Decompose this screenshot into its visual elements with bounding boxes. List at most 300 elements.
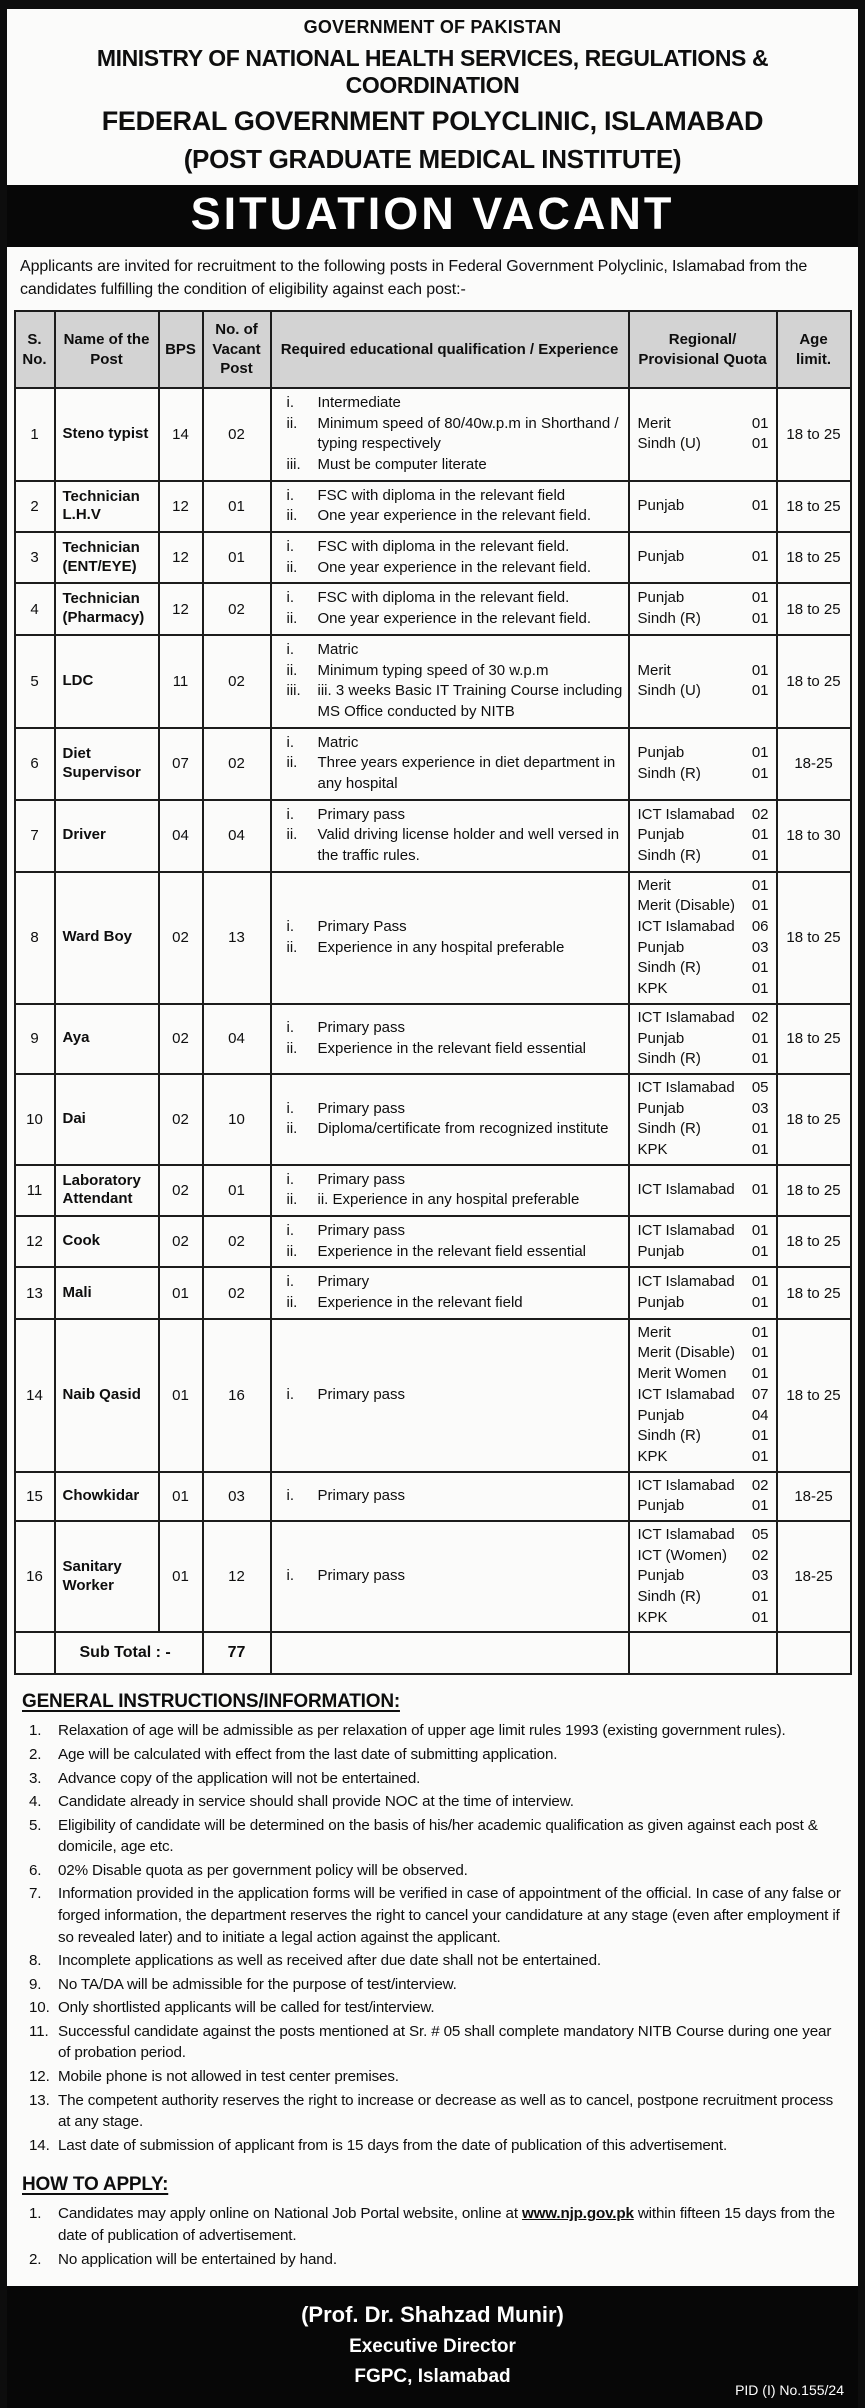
quota-count: 05 xyxy=(751,1078,769,1096)
post-bps: 04 xyxy=(159,800,203,872)
instruction-item xyxy=(22,1744,843,1766)
quota-line xyxy=(638,1364,769,1385)
post-sno: 14 xyxy=(15,1319,55,1472)
instruction-item xyxy=(22,1768,843,1790)
qualification-numeral: ii. xyxy=(286,1294,298,1312)
apply-text: Candidates may apply online on National Job Portal website, online at www.njp.gov.pk within fifteen 15 days from the date of publication of advertisement. xyxy=(58,2205,835,2244)
subtotal-empty-age xyxy=(777,1632,851,1674)
apply-number: 1. xyxy=(29,2205,42,2223)
quota-count: 01 xyxy=(751,548,769,566)
post-sno: 16 xyxy=(15,1521,55,1632)
njp-portal-link[interactable]: www.njp.gov.pk xyxy=(521,2205,634,2223)
qualification-numeral: i. xyxy=(286,393,294,411)
quota-region: KPK xyxy=(637,1447,668,1465)
col-header-name: Name of the Post xyxy=(55,311,159,388)
quota-line xyxy=(638,979,769,1000)
quota-count: 01 xyxy=(751,1365,769,1383)
qualification-item xyxy=(287,1293,624,1314)
post-qualifications xyxy=(271,872,629,1004)
qualification-text: FSC with diploma in the relevant field xyxy=(317,486,566,504)
quota-line xyxy=(638,846,769,867)
quota-count: 01 xyxy=(751,1497,769,1515)
quota-line xyxy=(638,414,769,435)
quota-count: 01 xyxy=(751,589,769,607)
organization-line: FEDERAL GOVERNMENT POLYCLINIC, ISLAMABAD xyxy=(101,106,764,136)
quota-count: 01 xyxy=(751,1588,769,1605)
institute-line: (POST GRADUATE MEDICAL INSTITUTE) xyxy=(183,144,682,174)
qualification-item xyxy=(287,733,624,754)
instruction-text: The competent authority reserves the right to increase or decrease as well as to cancel, postpone recruitment process at any stage. xyxy=(58,2091,834,2131)
instruction-number: 11. xyxy=(29,2022,49,2040)
qualification-numeral: ii. xyxy=(286,661,298,679)
instruction-text: Age will be calculated with effect from the last date of submitting application. xyxy=(58,1745,558,1763)
qualification-numeral: i. xyxy=(286,1099,294,1117)
post-vacancies: 16 xyxy=(203,1319,271,1472)
qualification-text: Primary Pass xyxy=(317,918,407,936)
qualification-item xyxy=(287,681,624,722)
quota-line xyxy=(638,1343,769,1364)
general-instructions-section xyxy=(22,1685,843,2158)
quota-region: Sindh (U) xyxy=(637,682,701,700)
quota-region: Punjab xyxy=(637,497,685,515)
post-quota xyxy=(629,583,777,634)
post-bps: 12 xyxy=(159,583,203,634)
quota-region: Punjab xyxy=(637,589,685,607)
qualification-numeral: ii. xyxy=(286,1242,298,1260)
quota-region: ICT Islamabad xyxy=(637,918,735,936)
instruction-text: Mobile phone is not allowed in test center premises. xyxy=(58,2068,399,2086)
qualification-numeral: ii. xyxy=(286,414,298,432)
instruction-number: 6. xyxy=(29,1861,42,1879)
post-row xyxy=(15,1165,851,1216)
instruction-item xyxy=(22,2021,843,2064)
post-sno: 12 xyxy=(15,1216,55,1267)
qualification-item xyxy=(287,1385,624,1406)
intro-paragraph: Applicants are invited for recruitment to the following posts in Federal Government Polyclinic, Islamabad from the candidates fulfilling the condition of eligibility against each post:- xyxy=(20,258,808,298)
qualification-text: Valid driving license holder and well versed in the traffic rules. xyxy=(317,826,620,864)
post-name: Naib Qasid xyxy=(55,1319,159,1472)
quota-region: Merit (Disable) xyxy=(637,1344,736,1362)
post-row xyxy=(15,1216,851,1267)
post-row xyxy=(15,872,851,1004)
qualification-text: FSC with diploma in the relevant field. xyxy=(317,589,570,607)
instruction-text: Last date of submission of applicant from is 15 days from the date of publication of this advertisement. xyxy=(58,2136,728,2154)
post-name: Technician (Pharmacy) xyxy=(55,583,159,634)
post-qualifications xyxy=(271,1319,629,1472)
quota-region: Punjab xyxy=(637,938,685,956)
quota-region: Punjab xyxy=(637,1099,685,1117)
quota-line xyxy=(638,1385,769,1406)
post-qualifications xyxy=(271,1216,629,1267)
instruction-text: Candidate already in service should shall provide NOC at the time of interview. xyxy=(58,1793,574,1811)
qualification-item xyxy=(287,640,624,661)
quota-region: Punjab xyxy=(637,826,685,844)
quota-region: ICT (Women) xyxy=(637,1546,727,1564)
quota-count: 01 xyxy=(751,1294,769,1312)
qualification-numeral: ii. xyxy=(286,1191,298,1209)
qualification-item xyxy=(287,1170,624,1191)
post-sno: 5 xyxy=(15,635,55,728)
instruction-item xyxy=(22,1720,843,1742)
qualification-item xyxy=(287,414,624,455)
qualification-item xyxy=(287,455,624,476)
post-vacancies: 02 xyxy=(203,635,271,728)
instruction-text: Information provided in the application forms will be verified in case of appointment of the official. In case of any false or forged information, the department reserves the right to cancel your candidature at any stage (even after employment if so revealed later) and to initiate a legal action against the applicant. xyxy=(58,1885,841,1946)
qualification-numeral: i. xyxy=(286,538,294,556)
subtotal-empty-quota xyxy=(629,1632,777,1674)
quota-line xyxy=(638,1008,769,1029)
qualification-numeral: i. xyxy=(286,1170,294,1188)
quota-count: 01 xyxy=(751,1120,769,1138)
qualification-item xyxy=(287,1119,624,1140)
post-row xyxy=(15,635,851,728)
post-bps: 11 xyxy=(159,635,203,728)
quota-count: 01 xyxy=(751,1273,769,1291)
qualification-numeral: i. xyxy=(286,805,294,823)
quota-line xyxy=(638,1525,769,1546)
post-sno: 11 xyxy=(15,1165,55,1216)
quota-line xyxy=(638,1447,769,1468)
apply-item xyxy=(22,2249,843,2271)
ministry-line: MINISTRY OF NATIONAL HEALTH SERVICES, REGULATIONS & COORDINATION xyxy=(96,45,769,98)
instruction-item xyxy=(22,1815,843,1858)
post-qualifications xyxy=(271,583,629,634)
post-bps: 02 xyxy=(159,1004,203,1074)
post-age-limit: 18 to 25 xyxy=(777,635,851,728)
post-vacancies: 02 xyxy=(203,1216,271,1267)
quota-count: 01 xyxy=(751,1222,769,1239)
qualification-item xyxy=(287,609,624,630)
qualification-text: Primary xyxy=(317,1273,370,1291)
quota-region: ICT Islamabad xyxy=(637,1273,735,1291)
quota-count: 01 xyxy=(751,661,769,679)
quota-count: 01 xyxy=(751,1050,769,1068)
general-instructions-list xyxy=(22,1720,843,2156)
qualification-text: ii. Experience in any hospital preferable xyxy=(317,1191,580,1209)
post-vacancies: 02 xyxy=(203,728,271,800)
col-header-bps: BPS xyxy=(159,311,203,388)
qualification-text: Matric xyxy=(317,733,359,751)
quota-line xyxy=(638,434,769,455)
qualification-numeral: ii. xyxy=(286,610,298,628)
instruction-text: Only shortlisted applicants will be called for test/interview. xyxy=(58,1999,435,2017)
post-sno: 10 xyxy=(15,1074,55,1165)
pid-number: PID (I) No.155/24 xyxy=(735,2382,844,2399)
quota-region: ICT Islamabad xyxy=(637,1525,735,1543)
quota-region: ICT Islamabad xyxy=(637,1222,735,1239)
qualification-numeral: i. xyxy=(286,1222,294,1239)
qualification-numeral: iii. xyxy=(286,682,301,700)
qualification-text: Primary pass xyxy=(317,805,406,823)
post-bps: 02 xyxy=(159,1165,203,1216)
post-row xyxy=(15,800,851,872)
quota-line xyxy=(638,805,769,826)
instruction-number: 7. xyxy=(29,1885,42,1903)
post-row xyxy=(15,728,851,800)
post-quota xyxy=(629,481,777,532)
post-age-limit: 18 to 25 xyxy=(777,481,851,532)
post-quota xyxy=(629,1216,777,1267)
instruction-number: 1. xyxy=(29,1722,42,1740)
qualification-text: Minimum speed of 80/40w.p.m in Shorthand / typing respectively xyxy=(317,414,619,453)
quota-count: 01 xyxy=(751,764,769,782)
post-vacancies: 10 xyxy=(203,1074,271,1165)
qualification-item xyxy=(287,1221,624,1242)
quota-count: 04 xyxy=(751,1406,769,1424)
qualification-numeral: ii. xyxy=(286,754,298,772)
post-qualifications xyxy=(271,388,629,481)
quota-region: Sindh (R) xyxy=(637,610,701,628)
instruction-item xyxy=(22,2135,843,2157)
post-bps: 01 xyxy=(159,1319,203,1472)
quota-line xyxy=(638,825,769,846)
quota-count: 01 xyxy=(751,743,769,761)
qualification-item xyxy=(287,1039,624,1060)
qualification-numeral: ii. xyxy=(286,507,298,525)
quota-count: 01 xyxy=(751,826,769,844)
quota-line xyxy=(638,1426,769,1447)
instruction-item xyxy=(22,2090,843,2133)
quota-region: Sindh (R) xyxy=(637,1427,701,1445)
post-quota xyxy=(629,388,777,481)
quota-line xyxy=(638,958,769,979)
quota-region: Sindh (R) xyxy=(637,1050,701,1068)
post-sno: 6 xyxy=(15,728,55,800)
quota-line xyxy=(638,917,769,938)
quota-count: 02 xyxy=(751,1008,769,1026)
quota-region: Merit xyxy=(637,1323,671,1341)
quota-count: 01 xyxy=(751,435,769,453)
post-row xyxy=(15,1521,851,1632)
post-sno: 8 xyxy=(15,872,55,1004)
post-vacancies: 01 xyxy=(203,1165,271,1216)
post-quota xyxy=(629,872,777,1004)
quota-region: Merit xyxy=(637,876,671,894)
posts-table-body xyxy=(15,388,851,1632)
post-bps: 01 xyxy=(159,1472,203,1521)
post-name: Technician (ENT/EYE) xyxy=(55,532,159,583)
qualification-text: Primary pass xyxy=(317,1385,406,1403)
qualification-text: Primary pass xyxy=(317,1170,406,1188)
quota-count: 01 xyxy=(751,1242,769,1260)
post-bps: 14 xyxy=(159,388,203,481)
instruction-number: 5. xyxy=(29,1816,42,1834)
signatory-name: (Prof. Dr. Shahzad Munir) xyxy=(301,2302,564,2328)
qualification-numeral: i. xyxy=(286,486,294,504)
quota-region: Punjab xyxy=(637,1294,685,1312)
post-qualifications xyxy=(271,1521,629,1632)
quota-line xyxy=(638,1546,769,1567)
quota-region: Merit (Disable) xyxy=(637,897,736,915)
post-name: Mali xyxy=(55,1267,159,1318)
quota-line xyxy=(638,1242,769,1263)
quota-count: 01 xyxy=(751,1447,769,1465)
post-quota xyxy=(629,1472,777,1521)
instruction-item xyxy=(22,1950,843,1972)
quota-line xyxy=(638,681,769,702)
quota-region: Merit xyxy=(637,414,671,432)
post-quota xyxy=(629,532,777,583)
quota-count: 01 xyxy=(751,897,769,915)
post-vacancies: 04 xyxy=(203,800,271,872)
col-header-vacancies: No. of Vacant Post xyxy=(203,311,271,388)
post-qualifications xyxy=(271,1472,629,1521)
post-name: LDC xyxy=(55,635,159,728)
qualification-numeral: i. xyxy=(286,1273,294,1291)
post-qualifications xyxy=(271,1074,629,1165)
post-quota xyxy=(629,1267,777,1318)
post-quota xyxy=(629,1004,777,1074)
instruction-number: 3. xyxy=(29,1769,42,1787)
general-instructions-heading: GENERAL INSTRUCTIONS/INFORMATION: xyxy=(22,1691,400,1713)
qualification-numeral: i. xyxy=(286,918,294,936)
post-name: Laboratory Attendant xyxy=(55,1165,159,1216)
post-age-limit: 18-25 xyxy=(777,1521,851,1632)
post-age-limit: 18 to 25 xyxy=(777,1165,851,1216)
qualification-text: Minimum typing speed of 30 w.p.m xyxy=(317,661,549,679)
quota-line xyxy=(638,764,769,785)
qualification-item xyxy=(287,938,624,959)
post-age-limit: 18 to 25 xyxy=(777,532,851,583)
post-sno: 15 xyxy=(15,1472,55,1521)
situation-vacant-banner: SITUATION VACANT xyxy=(7,185,858,247)
quota-line xyxy=(638,496,769,517)
quota-line xyxy=(638,547,769,568)
masthead xyxy=(7,9,858,185)
qualification-numeral: i. xyxy=(286,640,294,658)
quota-line xyxy=(638,1078,769,1099)
post-row xyxy=(15,388,851,481)
instruction-item xyxy=(22,1997,843,2019)
post-vacancies: 01 xyxy=(203,481,271,532)
quota-count: 01 xyxy=(751,682,769,700)
post-quota xyxy=(629,1074,777,1165)
qualification-text: Intermediate xyxy=(317,393,401,411)
quota-region: ICT Islamabad xyxy=(637,1078,735,1096)
qualification-item xyxy=(287,558,624,579)
how-to-apply-heading: HOW TO APPLY: xyxy=(22,2174,169,2196)
post-bps: 07 xyxy=(159,728,203,800)
post-row xyxy=(15,1472,851,1521)
post-name: Aya xyxy=(55,1004,159,1074)
instruction-text: Advance copy of the application will not be entertained. xyxy=(58,1769,421,1787)
post-age-limit: 18 to 25 xyxy=(777,1267,851,1318)
qualification-numeral: ii. xyxy=(286,1039,298,1057)
quota-region: Sindh (R) xyxy=(637,847,701,864)
subtotal-empty-qual xyxy=(271,1632,629,1674)
post-name: Steno typist xyxy=(55,388,159,481)
post-vacancies: 02 xyxy=(203,583,271,634)
qualification-text: Experience in the relevant field xyxy=(317,1294,523,1312)
quota-region: Punjab xyxy=(637,1406,685,1424)
post-qualifications xyxy=(271,1165,629,1216)
quota-region: Sindh (R) xyxy=(637,1588,701,1605)
qualification-text: iii. 3 weeks Basic IT Training Course including MS Office conducted by NITB xyxy=(317,682,623,720)
quota-region: ICT Islamabad xyxy=(637,1385,735,1403)
post-age-limit: 18 to 25 xyxy=(777,388,851,481)
quota-region: KPK xyxy=(637,1608,668,1626)
post-row xyxy=(15,1074,851,1165)
quota-line xyxy=(638,876,769,897)
qualification-item xyxy=(287,917,624,938)
quota-count: 01 xyxy=(751,1180,769,1198)
qualification-numeral: ii. xyxy=(286,938,298,956)
instruction-text: No TA/DA will be admissible for the purpose of test/interview. xyxy=(58,1975,457,1993)
post-vacancies: 13 xyxy=(203,872,271,1004)
quota-line xyxy=(638,1099,769,1120)
qualification-text: Experience in any hospital preferable xyxy=(317,938,565,956)
post-qualifications xyxy=(271,800,629,872)
quota-region: Punjab xyxy=(637,743,685,761)
qualification-text: Three years experience in diet department in any hospital xyxy=(317,754,616,792)
how-to-apply-list xyxy=(22,2203,843,2270)
post-quota xyxy=(629,1319,777,1472)
post-quota xyxy=(629,800,777,872)
qualification-item xyxy=(287,825,624,866)
qualification-item xyxy=(287,486,624,507)
post-bps: 02 xyxy=(159,1216,203,1267)
qualification-item xyxy=(287,1486,624,1507)
post-bps: 01 xyxy=(159,1521,203,1632)
qualification-text: Primary pass xyxy=(317,1567,406,1585)
quota-count: 01 xyxy=(751,876,769,894)
qualification-item xyxy=(287,1242,624,1263)
instruction-item xyxy=(22,2066,843,2088)
quota-line xyxy=(638,1221,769,1242)
quota-region: Punjab xyxy=(637,1567,685,1585)
post-name: Ward Boy xyxy=(55,872,159,1004)
qualification-numeral: ii. xyxy=(286,826,298,844)
post-vacancies: 02 xyxy=(203,1267,271,1318)
col-header-sno: S. No. xyxy=(15,311,55,388)
post-qualifications xyxy=(271,635,629,728)
quota-line xyxy=(638,1272,769,1293)
post-vacancies: 01 xyxy=(203,532,271,583)
post-row xyxy=(15,1267,851,1318)
post-qualifications xyxy=(271,728,629,800)
quota-region: ICT Islamabad xyxy=(637,1008,735,1026)
subtotal-row xyxy=(15,1632,851,1674)
post-bps: 01 xyxy=(159,1267,203,1318)
quota-count: 01 xyxy=(751,1427,769,1445)
quota-count: 03 xyxy=(751,1099,769,1117)
instruction-number: 4. xyxy=(29,1793,42,1811)
government-line: GOVERNMENT OF PAKISTAN xyxy=(303,17,562,37)
instruction-number: 8. xyxy=(29,1952,42,1970)
quota-region: Punjab xyxy=(637,1497,685,1515)
quota-region: ICT Islamabad xyxy=(637,805,735,823)
instruction-item xyxy=(22,1974,843,1996)
qualification-numeral: i. xyxy=(286,733,294,751)
post-name: Technician L.H.V xyxy=(55,481,159,532)
post-name: Driver xyxy=(55,800,159,872)
post-qualifications xyxy=(271,1004,629,1074)
qualification-text: One year experience in the relevant field. xyxy=(317,558,591,576)
post-age-limit: 18 to 25 xyxy=(777,1074,851,1165)
quota-count: 01 xyxy=(751,1608,769,1626)
quota-region: Sindh (R) xyxy=(637,764,701,782)
quota-line xyxy=(638,1049,769,1070)
qualification-text: Diploma/certificate from recognized institute xyxy=(317,1120,609,1138)
quota-line xyxy=(638,1180,769,1201)
instruction-number: 12. xyxy=(29,2068,50,2086)
post-sno: 9 xyxy=(15,1004,55,1074)
post-row xyxy=(15,532,851,583)
post-quota xyxy=(629,1521,777,1632)
quota-region: KPK xyxy=(637,1140,668,1158)
quota-line xyxy=(638,896,769,917)
how-to-apply-section xyxy=(22,2168,843,2272)
